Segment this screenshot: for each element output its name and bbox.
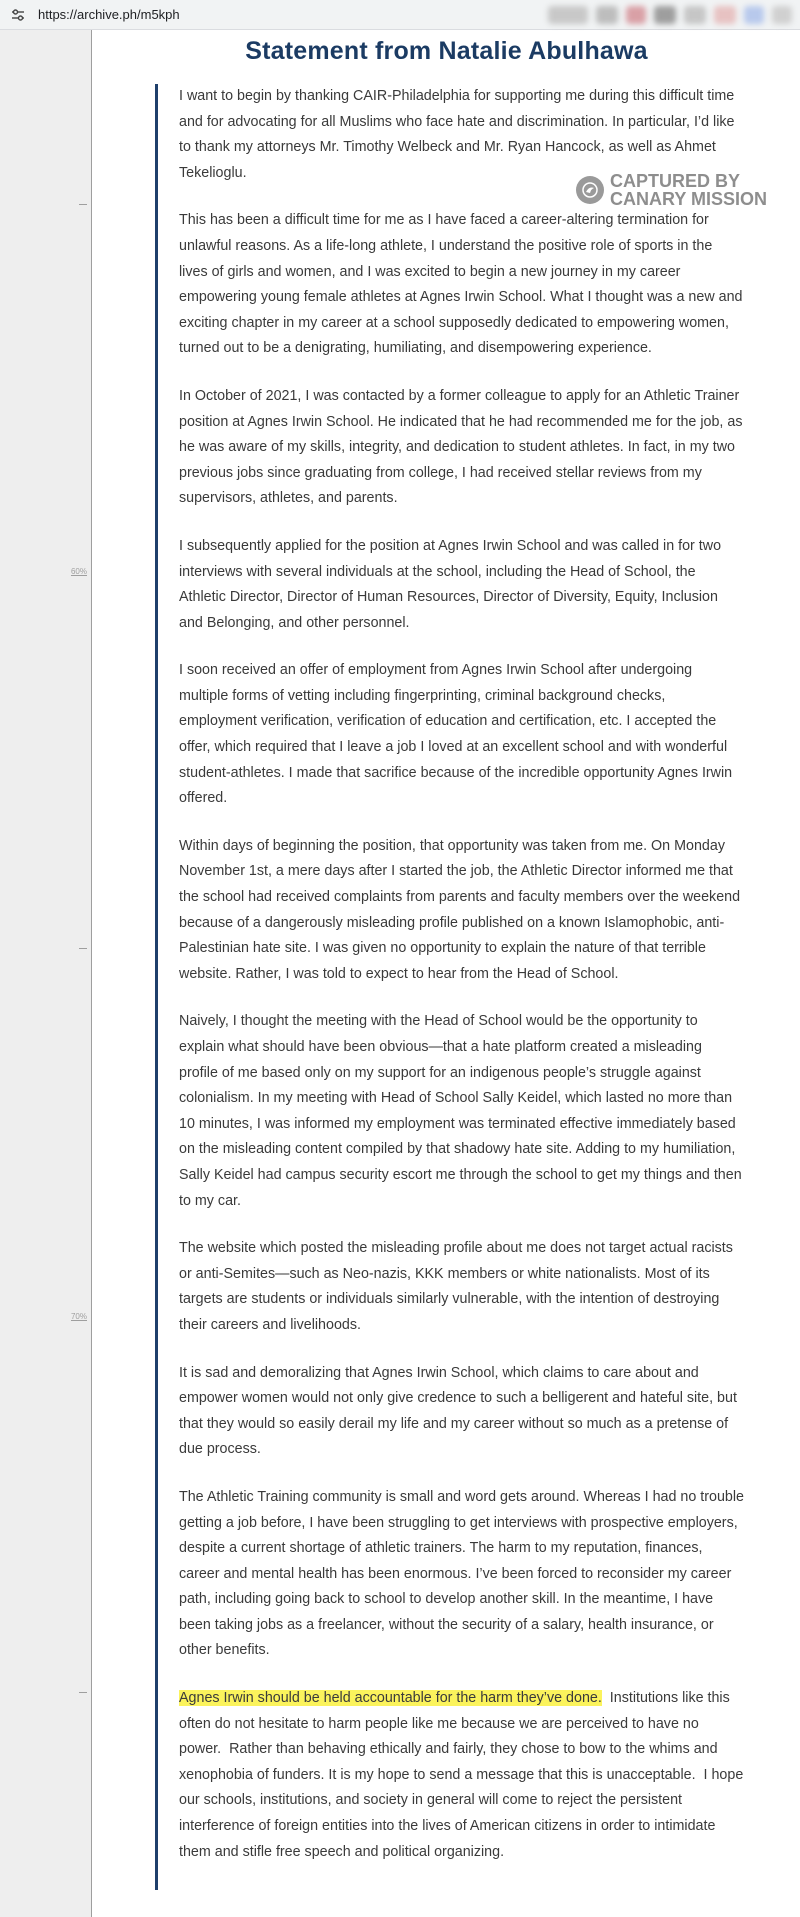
gutter-percent-marker[interactable]: 60% xyxy=(70,567,87,576)
paragraph: In October of 2021, I was contacted by a former colleague to apply for an Athletic Trainer position at Agnes Irwin School. He indicated that he had recommended me for the job, as he was aware of my skills, integrity, and dedication to student athletes. In fact, in my two previous jobs since graduating from college, I had received stellar reviews from my supervisors, athletes, and parents. xyxy=(179,387,743,507)
extensions-area xyxy=(510,4,800,26)
address-bar[interactable] xyxy=(0,0,800,30)
gutter-tick xyxy=(79,204,87,205)
blurred-extension-icon[interactable] xyxy=(714,6,736,24)
blurred-extension-icon[interactable] xyxy=(654,6,676,24)
final-paragraph-text: Institutions like this often do not hesitate to harm people like me because we are perceived to have no power. Rather than behaving ethically and fairly, they chose to bow to the whims and xenophobia of funders. It is my hope to send a message that this is unacceptable. I hope our schools, institutions, and society in general will come to reject the persistent interference of foreign entities into the lives of American citizens in order to intimidate them and stifle free speech and political organizing. xyxy=(179,1690,748,1860)
paragraph: I soon received an offer of employment from Agnes Irwin School after undergoing multiple forms of vetting including fingerprinting, criminal background checks, employment verification, verification of education and certification, etc. I accepted the offer, which required that I leave a job I loved at an excellent school and with wonderful student-athletes. I made that sacrifice because of the incredible opportunity Agnes Irwin offered. xyxy=(179,662,733,807)
final-paragraph xyxy=(179,1686,748,1865)
paragraph: This has been a difficult time for me as I have faced a career-altering termination for unlawful reasons. As a life-long athlete, I understand the positive role of sports in the lives of girls and women, and I was excited to begin a new journey in my career empowering young female athletes at Agnes Irwin School. What I thought was a new and exciting chapter in my career at a school supposedly dedicated to empowering women, turned out to be a denigrating, humiliating, and disempowering experience. xyxy=(179,212,743,357)
blurred-extension-icon[interactable] xyxy=(626,6,646,24)
canary-mission-watermark xyxy=(576,172,767,208)
highlighted-sentence: Agnes Irwin should be held accountable for the harm they’ve done. xyxy=(179,1690,602,1707)
paragraph: The Athletic Training community is small and word gets around. Whereas I had no trouble getting a job before, I have been struggling to get interviews with prospective employers, despite a current shortage of athletic trainers. The harm to my reputation, finances, career and mental health has been enormous. I’ve been forced to reconsider my career path, including going back to school to develop another skill. In the meantime, I have been taking jobs as a freelancer, without the security of a salary, health insurance, or other benefits. xyxy=(179,1488,745,1659)
url-text[interactable]: https://archive.ph/m5kph xyxy=(38,7,180,22)
blurred-extension-icon[interactable] xyxy=(684,6,706,24)
gutter-tick xyxy=(79,948,87,949)
blurred-extension-icon[interactable] xyxy=(772,6,792,24)
paragraph: Within days of beginning the position, that opportunity was taken from me. On Monday November 1st, a mere days after I started the job, the Athletic Director informed me that the school had received complaints from parents and faculty members over the weekend because of a dangerously misleading profile published on a known Islamophobic, anti-Palestinian hate site. I was given no opportunity to explain the nature of that terrible website. Rather, I was told to expect to hear from the Head of School. xyxy=(179,837,741,982)
watermark-line-1: CAPTURED BY xyxy=(610,171,741,191)
blurred-extension-icon[interactable] xyxy=(596,6,618,24)
gutter-percent-marker[interactable]: 70% xyxy=(70,1312,87,1321)
paragraph: It is sad and demoralizing that Agnes Irwin School, which claims to care about and empower women would not only give credence to such a belligerent and hateful site, but that they would so easily derail my life and my career without so much as a pretense of due process. xyxy=(179,1364,737,1458)
paragraph: Naively, I thought the meeting with the Head of School would be the opportunity to explain what should have been obvious—that a hate platform created a misleading profile of me based only on my support for an indigenous people’s struggle against colonialism. In my meeting with Head of School Sally Keidel, which lasted no more than 10 minutes, I was informed my employment was terminated effective immediately based on the misleading content compiled by that shadowy hate site. Adding to my humiliation, Sally Keidel had campus security escort me through the school to get my things and then to my car. xyxy=(179,1013,742,1209)
page-title: Statement from Natalie Abulhawa xyxy=(245,37,648,65)
statement-body xyxy=(179,84,748,1887)
watermark-line-2: CANARY MISSION xyxy=(610,189,768,209)
canary-bird-icon xyxy=(576,176,604,204)
blurred-extension-icon[interactable] xyxy=(744,6,764,24)
blurred-extension-icon[interactable] xyxy=(548,6,588,24)
archive-scroll-gutter xyxy=(0,30,92,1917)
gutter-tick xyxy=(79,1692,87,1693)
paragraph: I subsequently applied for the position at Agnes Irwin School and was called in for two interviews with several individuals at the school, including the Head of School, the Athletic Director, Director of Human Resources, Director of Diversity, Equity, Inclusion and Belonging, and other personnel. xyxy=(179,537,722,631)
blockquote-bar xyxy=(155,84,158,1890)
site-settings-icon[interactable] xyxy=(7,4,29,26)
paragraph: The website which posted the misleading profile about me does not target actual racists or anti-Semites—such as Neo-nazis, KKK members or white nationalists. Most of its targets are students or individuals similarly vulnerable, with the intention of destroying their careers and livelihoods. xyxy=(179,1240,733,1333)
paragraph: I want to begin by thanking CAIR-Philadelphia for supporting me during this difficult time and for advocating for all Muslims who face hate and discrimination. In particular, I’d like to thank my attorneys Mr. Timothy Welbeck and Mr. Ryan Hancock, as well as Ahmet Tekelioglu. xyxy=(179,88,735,181)
